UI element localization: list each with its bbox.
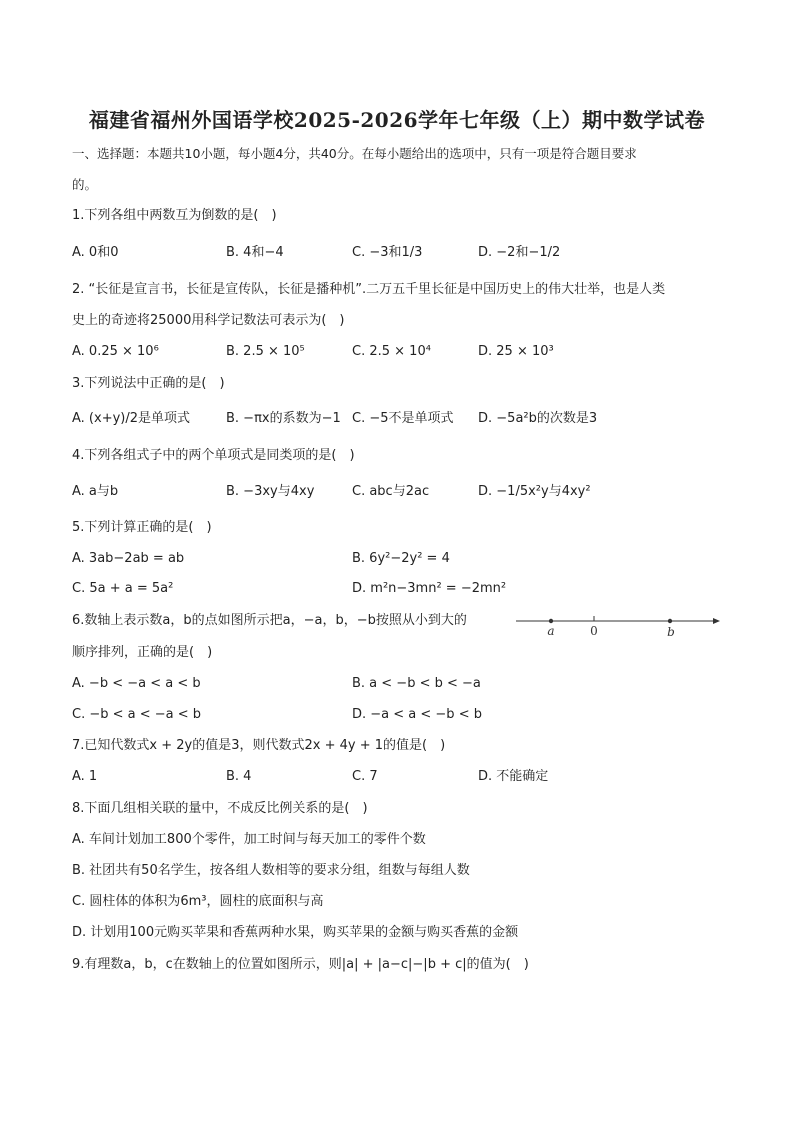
question-9-stem: 9.有理数a，b，c在数轴上的位置如图所示，则|a| + |a−c|−|b + c|的值为( ) — [72, 957, 529, 972]
q2-option-d: D. 25 × 10³ — [478, 344, 554, 359]
point-b — [668, 619, 672, 623]
point-a — [549, 619, 553, 623]
label-a: a — [547, 624, 555, 638]
q2-option-a: A. 0.25 × 10⁶ — [72, 344, 159, 359]
question-2-stem: 2. “长征是宣言书，长征是宣传队，长征是播种机”.二万五千里长征是中国历史上的伟大壮举，也是人类 — [72, 282, 666, 297]
section-header: 一、选择题：本题共10小题，每小题4分，共40分。在每小题给出的选项中，只有一项是符合题目要求 — [72, 146, 637, 161]
q3-option-a: A. (x+y)/2是单项式 — [72, 411, 191, 426]
number-line-figure — [514, 608, 726, 642]
q6-option-b: B. a < −b < b < −a — [352, 676, 481, 691]
q2-option-b: B. 2.5 × 10⁵ — [226, 344, 305, 359]
q4-option-a: A. a与b — [72, 484, 119, 499]
question-4-stem: 4.下列各组式子中的两个单项式是同类项的是( ) — [72, 448, 355, 463]
question-5-stem: 5.下列计算正确的是( ) — [72, 520, 212, 535]
label-b: b — [667, 625, 675, 639]
q4-option-b: B. −3xy与4xy — [226, 484, 315, 499]
q6-option-c: C. −b < a < −a < b — [72, 707, 202, 722]
q2-option-c: C. 2.5 × 10⁴ — [352, 344, 431, 359]
section-header-cont: 的。 — [72, 177, 98, 192]
q8-option-c: C. 圆柱体的体积为6m³，圆柱的底面积与高 — [72, 894, 324, 909]
q6-option-d: D. −a < a < −b < b — [352, 707, 482, 722]
q7-option-d: D. 不能确定 — [478, 769, 549, 784]
q5-option-d: D. m²n−3mn² = −2mn² — [352, 581, 507, 596]
q8-option-a: A. 车间计划加工800个零件，加工时间与每天加工的零件个数 — [72, 832, 426, 847]
q4-option-c: C. abc与2ac — [352, 484, 430, 499]
question-3-stem: 3.下列说法中正确的是( ) — [72, 376, 225, 391]
q4-option-d: D. −1/5x²y与4xy² — [478, 484, 591, 499]
question-7-stem: 7.已知代数式x + 2y的值是3，则代数式2x + 4y + 1的值是( ) — [72, 738, 446, 753]
q7-option-b: B. 4 — [226, 769, 252, 784]
q3-option-b: B. −πx的系数为−1 — [226, 411, 341, 426]
q8-option-b: B. 社团共有50名学生，按各组人数相等的要求分组，组数与每组人数 — [72, 863, 470, 878]
number-line-arrow — [713, 618, 720, 624]
question-8-stem: 8.下面几组相关联的量中，不成反比例关系的是( ) — [72, 801, 368, 816]
exam-title: 福建省福州外国语学校2025-2026学年七年级（上）期中数学试卷 — [88, 108, 706, 132]
q3-option-d: D. −5a²b的次数是3 — [478, 411, 598, 426]
q5-option-c: C. 5a + a = 5a² — [72, 581, 174, 596]
q3-option-c: C. −5不是单项式 — [352, 411, 454, 426]
q5-option-a: A. 3ab−2ab = ab — [72, 551, 185, 566]
label-zero: 0 — [590, 624, 598, 638]
q1-option-b: B. 4和−4 — [226, 245, 284, 260]
q7-option-c: C. 7 — [352, 769, 378, 784]
question-2-stem-cont: 史上的奇迹将25000用科学记数法可表示为( ) — [72, 313, 345, 328]
question-6-stem: 6.数轴上表示数a，b的点如图所示把a，−a，b，−b按照从小到大的 — [72, 613, 467, 628]
q6-option-a: A. −b < −a < a < b — [72, 676, 201, 691]
question-1-stem: 1.下列各组中两数互为倒数的是( ) — [72, 208, 277, 223]
q1-option-a: A. 0和0 — [72, 245, 119, 260]
q7-option-a: A. 1 — [72, 769, 98, 784]
question-6-stem-cont: 顺序排列，正确的是( ) — [72, 645, 213, 660]
q1-option-d: D. −2和−1/2 — [478, 245, 561, 260]
q5-option-b: B. 6y²−2y² = 4 — [352, 551, 450, 566]
q1-option-c: C. −3和1/3 — [352, 245, 423, 260]
q8-option-d: D. 计划用100元购买苹果和香蕉两种水果，购买苹果的金额与购买香蕉的金额 — [72, 925, 519, 940]
